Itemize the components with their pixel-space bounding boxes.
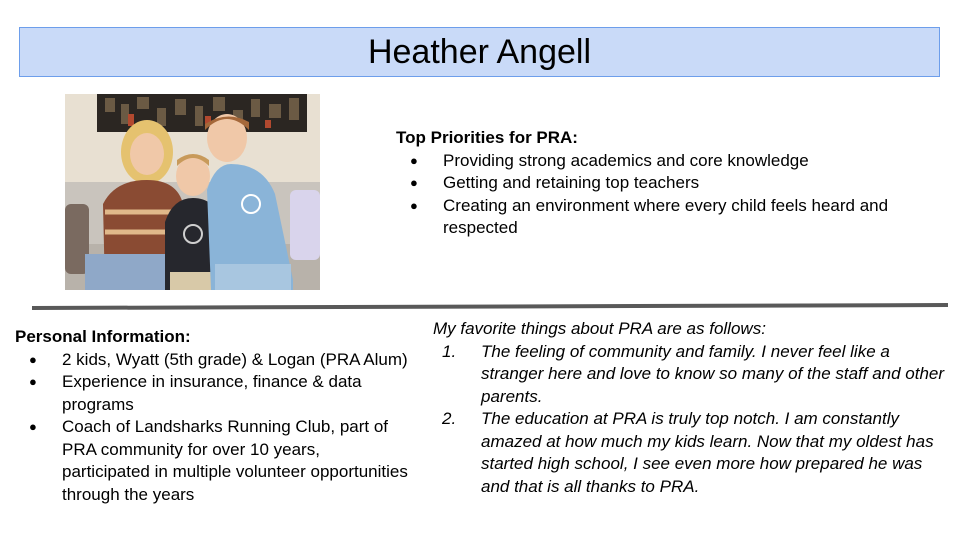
- priority-text: Providing strong academics and core knowledge: [443, 150, 809, 170]
- personal-info-section: [15, 326, 410, 506]
- title-banner: [19, 27, 940, 77]
- priorities-section: [396, 127, 941, 240]
- bullet-icon: ●: [29, 419, 37, 434]
- list-item: [396, 172, 941, 195]
- bullet-icon: ●: [410, 175, 418, 190]
- favorites-list: [433, 341, 953, 499]
- list-item: [15, 416, 410, 506]
- priority-text: Getting and retaining top teachers: [443, 173, 700, 192]
- priorities-heading: Top Priorities for PRA:: [396, 128, 578, 147]
- personal-text: 2 kids, Wyatt (5th grade) & Logan (PRA Alum): [62, 349, 408, 369]
- favorites-intro: My favorite things about PRA are as follows:: [433, 319, 766, 338]
- personal-list: [15, 349, 410, 507]
- list-item: [396, 195, 941, 240]
- favorite-text: The education at PRA is truly top notch. I am constantly amazed at how much my kids learn. Now that my oldest has started high school, I see even more how prepared he was and that is all thanks to PRA.: [481, 409, 934, 496]
- priority-text: Creating an environment where every child feels heard and respected: [443, 195, 889, 237]
- bullet-icon: ●: [410, 152, 418, 168]
- list-item: [433, 408, 953, 498]
- family-photo: [65, 94, 320, 290]
- page-title: Heather Angell: [367, 32, 592, 71]
- list-item: [396, 150, 941, 173]
- list-item: [433, 341, 953, 409]
- item-number: 1.: [442, 341, 457, 361]
- favorite-text: The feeling of community and family. I never feel like a stranger here and love to know so many of the staff and other parents.: [481, 341, 945, 406]
- priorities-list: [396, 150, 941, 240]
- personal-text: Coach of Landsharks Running Club, part of PRA community for over 10 years, participated in multiple volunteer opportunities through the years: [62, 417, 408, 504]
- bullet-icon: ●: [410, 197, 418, 213]
- family-photo-illustration: [65, 94, 320, 290]
- bullet-icon: ●: [29, 351, 37, 367]
- bullet-icon: ●: [29, 374, 37, 389]
- favorites-section: [433, 318, 953, 498]
- list-item: [15, 371, 410, 416]
- personal-text: Experience in insurance, finance & data programs: [62, 372, 362, 414]
- item-number: 2.: [442, 409, 457, 428]
- personal-heading: Personal Information:: [15, 327, 191, 346]
- list-item: [15, 349, 410, 372]
